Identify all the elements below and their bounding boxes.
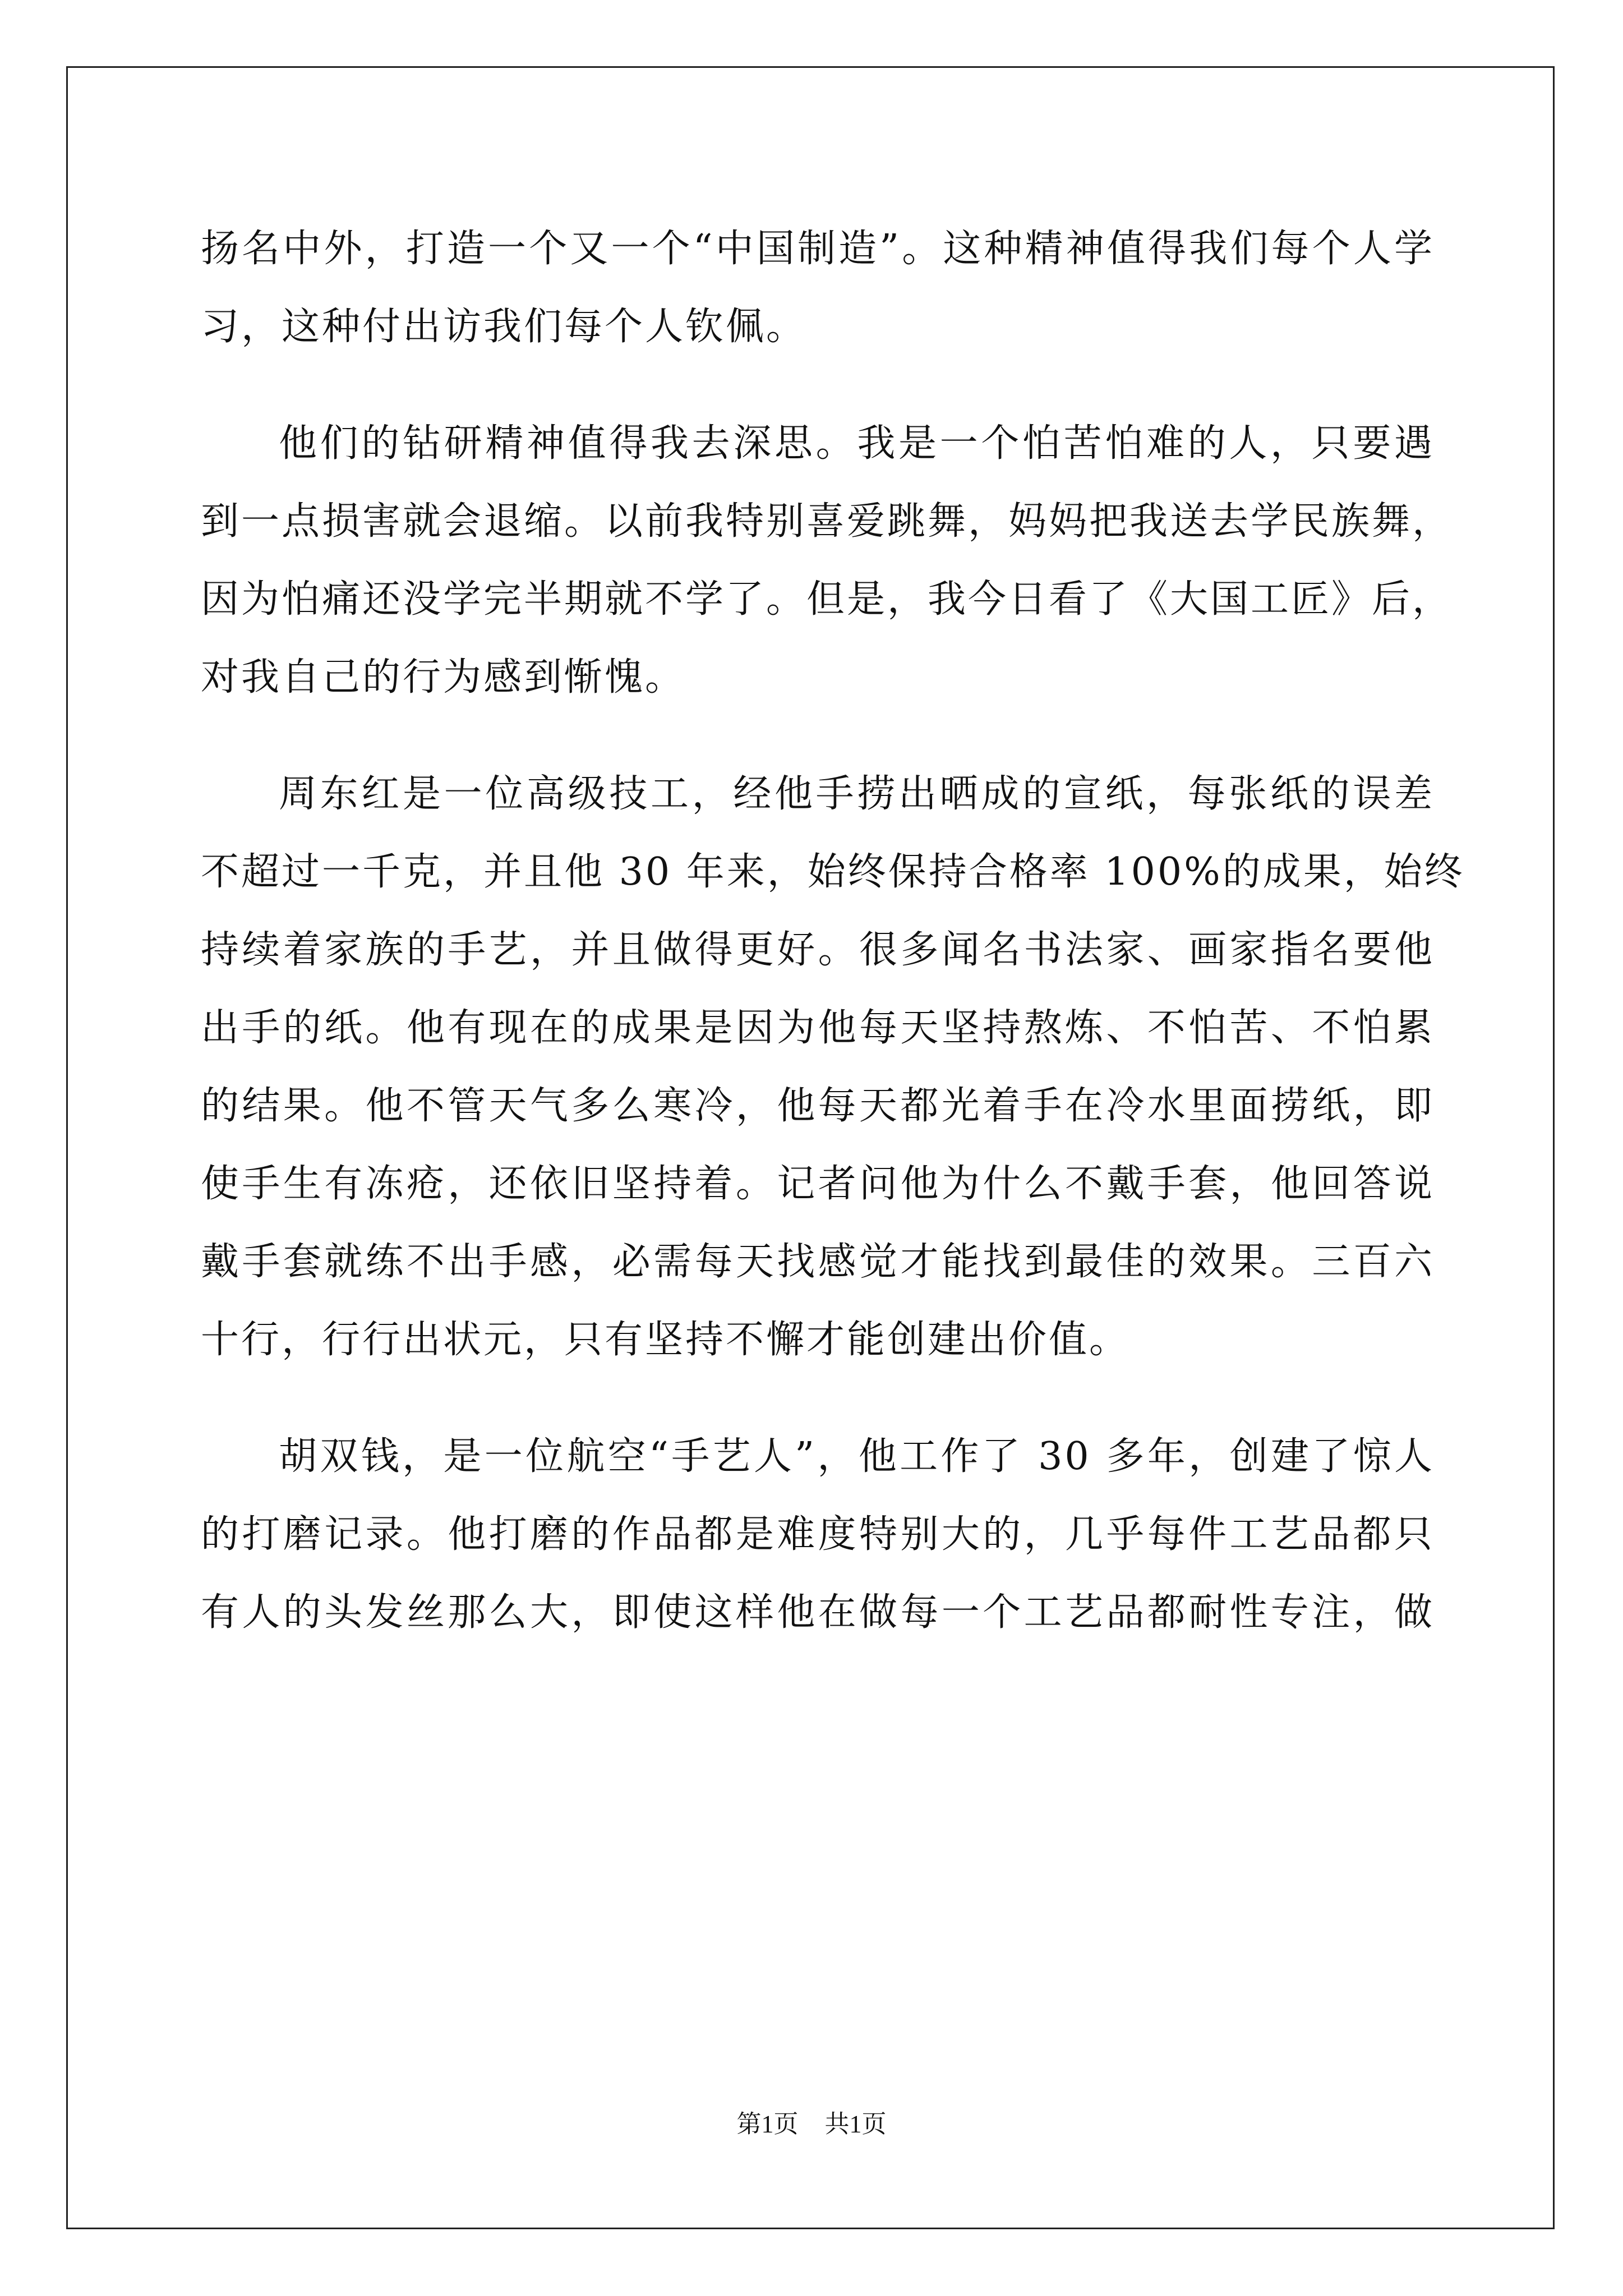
text-line: 戴手套就练不出手感，必需每天找感觉才能找到最佳的效果。三百六 bbox=[201, 1240, 1435, 1284]
text-line: 胡双钱，是一位航空“手艺人”，他工作了 30 多年，创建了惊人 bbox=[279, 1434, 1435, 1479]
text-line: 他们的钻研精神值得我去深思。我是一个怕苦怕难的人，只要遇 bbox=[279, 421, 1435, 466]
text-line: 十行，行行出状元，只有坚持不懈才能创建出价值。 bbox=[201, 1318, 1130, 1362]
text-line: 有人的头发丝那么大，即使这样他在做每一个工艺品都耐性专注，做 bbox=[201, 1590, 1435, 1635]
text-line: 持续着家族的手艺，并且做得更好。很多闻名书法家、画家指名要他 bbox=[201, 928, 1435, 972]
text-line: 使手生有冻疮，还依旧坚持着。记者问他为什么不戴手套，他回答说 bbox=[201, 1162, 1435, 1206]
text-line: 的打磨记录。他打磨的作品都是难度特别大的，几乎每件工艺品都只 bbox=[201, 1512, 1435, 1557]
text-line: 扬名中外，打造一个又一个“中国制造”。这种精神值得我们每个人学 bbox=[201, 227, 1435, 271]
text-line: 对我自己的行为感到惭愧。 bbox=[201, 655, 686, 700]
page-total: 共1页 bbox=[824, 2110, 887, 2138]
text-line: 习，这种付出访我们每个人钦佩。 bbox=[201, 305, 807, 349]
text-line: 因为怕痛还没学完半期就不学了。但是，我今日看了《大国工匠》后， bbox=[201, 577, 1453, 622]
text-line: 出手的纸。他有现在的成果是因为他每天坚持熬炼、不怕苦、不怕累 bbox=[201, 1006, 1435, 1050]
text-line: 的结果。他不管天气多么寒冷，他每天都光着手在冷水里面捞纸，即 bbox=[201, 1084, 1435, 1128]
text-line: 周东红是一位高级技工，经他手捞出晒成的宣纸，每张纸的误差 bbox=[279, 772, 1435, 816]
page-number: 第1页 bbox=[736, 2110, 799, 2138]
text-line: 不超过一千克，并且他 30 年来，始终保持合格率 100%的成果，始终 bbox=[201, 850, 1465, 894]
text-line: 到一点损害就会退缩。以前我特别喜爱跳舞，妈妈把我送去学民族舞， bbox=[201, 499, 1453, 544]
page-footer bbox=[0, 2104, 1623, 2139]
